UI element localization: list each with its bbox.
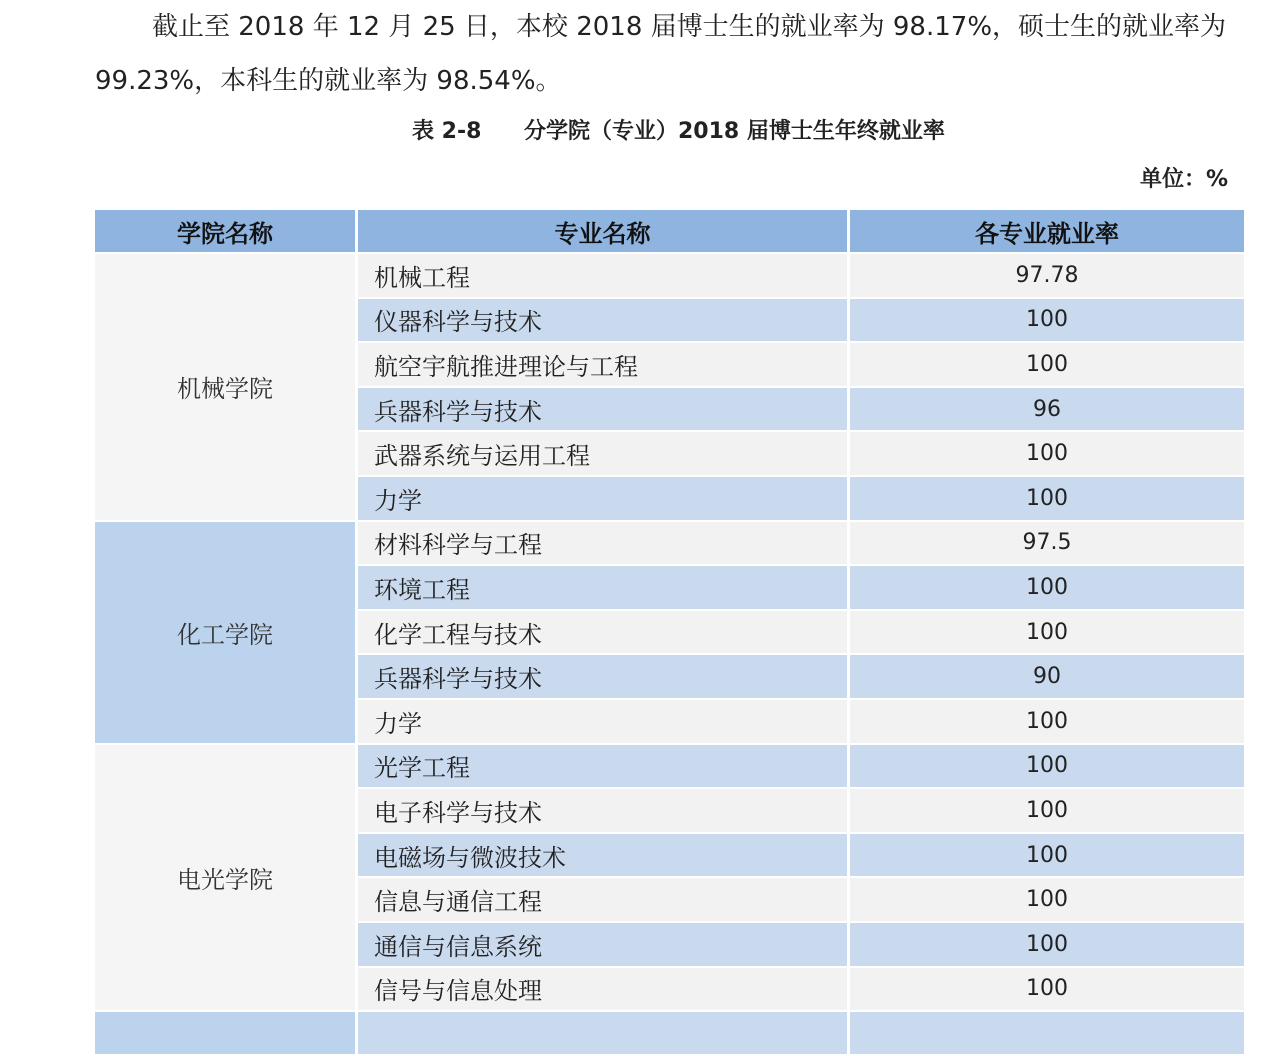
- major-name-cell: 化学工程与技术: [358, 611, 850, 656]
- table-row-continuation: [358, 1012, 850, 1056]
- intro-line-2: 99.23%，本科生的就业率为 98.54%。: [95, 66, 562, 96]
- major-name-cell: 通信与信息系统: [358, 923, 850, 968]
- major-name-cell: 航空宇航推进理论与工程: [358, 343, 850, 388]
- major-name-cell: 电子科学与技术: [358, 789, 850, 834]
- rate-cell: 100: [850, 700, 1247, 745]
- major-name-cell: 仪器科学与技术: [358, 299, 850, 344]
- unit-label: 单位：%: [1139, 167, 1228, 192]
- major-name-cell: 材料科学与工程: [358, 522, 850, 567]
- header-rate: 各专业就业率: [850, 210, 1247, 254]
- major-name-cell: 信息与通信工程: [358, 878, 850, 923]
- major-name-cell: 兵器科学与技术: [358, 655, 850, 700]
- rate-cell: 100: [850, 343, 1247, 388]
- intro-paragraph: [95, 0, 1235, 108]
- rate-cell: 96: [850, 388, 1247, 433]
- major-name-cell: 力学: [358, 477, 850, 522]
- rate-cell: 97.78: [850, 254, 1247, 299]
- header-college: 学院名称: [95, 210, 358, 254]
- major-name-cell: 武器系统与运用工程: [358, 432, 850, 477]
- table-number: 表 2-8: [412, 119, 482, 144]
- rate-cell: 97.5: [850, 522, 1247, 567]
- rate-cell: 100: [850, 834, 1247, 879]
- major-name-cell: 光学工程: [358, 745, 850, 790]
- college-cell: 化工学院: [95, 522, 358, 745]
- rate-cell: 100: [850, 968, 1247, 1013]
- major-name-cell: 环境工程: [358, 566, 850, 611]
- intro-line-1: 截止至 2018 年 12 月 25 日，本校 2018 届博士生的就业率为 98.17%，硕士生的就业率为: [152, 12, 1227, 42]
- rate-cell: 100: [850, 878, 1247, 923]
- major-name-cell: 机械工程: [358, 254, 850, 299]
- rate-cell: 100: [850, 432, 1247, 477]
- major-name-cell: 兵器科学与技术: [358, 388, 850, 433]
- rate-cell: 100: [850, 923, 1247, 968]
- major-name-cell: 力学: [358, 700, 850, 745]
- table-row-continuation: [95, 1012, 358, 1056]
- header-major: 专业名称: [358, 210, 850, 254]
- rate-cell: 100: [850, 611, 1247, 656]
- table-row-continuation: [850, 1012, 1247, 1056]
- rate-cell: 100: [850, 745, 1247, 790]
- rate-cell: 90: [850, 655, 1247, 700]
- table-caption: [412, 112, 945, 152]
- college-cell: 机械学院: [95, 254, 358, 522]
- rate-cell: 100: [850, 299, 1247, 344]
- college-cell: 电光学院: [95, 745, 358, 1013]
- table-title: 分学院（专业）2018 届博士生年终就业率: [524, 119, 945, 144]
- employment-rate-table: [95, 210, 1247, 1056]
- rate-cell: 100: [850, 789, 1247, 834]
- major-name-cell: 电磁场与微波技术: [358, 834, 850, 879]
- major-name-cell: 信号与信息处理: [358, 968, 850, 1013]
- rate-cell: 100: [850, 566, 1247, 611]
- rate-cell: 100: [850, 477, 1247, 522]
